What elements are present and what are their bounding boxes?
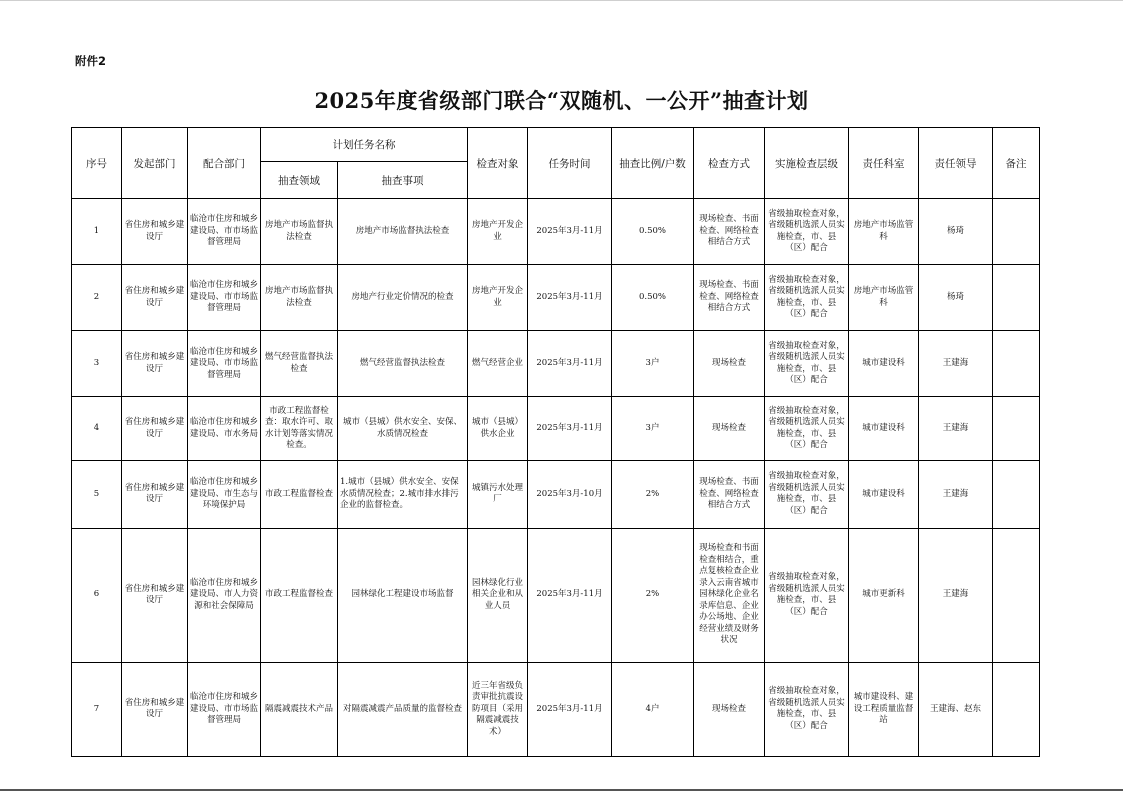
cell-field: 市政工程监督检查：取水许可、取水计划等落实情况检查。 (261, 397, 338, 461)
table-row (72, 331, 1040, 397)
cell-time: 2025年3月-11月 (528, 528, 612, 662)
cell-seq: 6 (72, 528, 122, 662)
cell-office: 城市建设科 (849, 397, 919, 461)
table-row (72, 528, 1040, 662)
inspection-plan-table (71, 127, 1040, 757)
header-ratio: 抽查比例/户数 (612, 128, 694, 199)
cell-remark (993, 662, 1040, 756)
cell-remark (993, 397, 1040, 461)
cell-initiator: 省住房和城乡建设厅 (122, 397, 188, 461)
cell-time: 2025年3月-11月 (528, 199, 612, 265)
cell-target: 近三年省级负责审批抗震设防项目（采用隔震减震技术） (468, 662, 528, 756)
cell-ratio: 0.50% (612, 265, 694, 331)
header-initiator: 发起部门 (122, 128, 188, 199)
cell-ratio: 3户 (612, 397, 694, 461)
header-seq: 序号 (72, 128, 122, 199)
cell-office: 城市建设科 (849, 331, 919, 397)
cell-leader: 王建海、赵东 (919, 662, 993, 756)
cell-remark (993, 461, 1040, 528)
header-level: 实施检查层级 (765, 128, 849, 199)
cell-item: 对隔震减震产品质量的监督检查 (338, 662, 468, 756)
cell-initiator: 省住房和城乡建设厅 (122, 461, 188, 528)
cell-ratio: 3户 (612, 331, 694, 397)
cell-cooperator: 临沧市住房和城乡建设局、市市场监督管理局 (188, 331, 261, 397)
cell-level: 省级抽取检查对象，省级随机选派人员实施检查，市、县（区）配合 (765, 331, 849, 397)
cell-item: 房地产市场监督执法检查 (338, 199, 468, 265)
cell-level: 省级抽取检查对象，省级随机选派人员实施检查，市、县（区）配合 (765, 461, 849, 528)
cell-leader: 王建海 (919, 397, 993, 461)
cell-cooperator: 临沧市住房和城乡建设局、市市场监督管理局 (188, 199, 261, 265)
cell-item: 燃气经营监督执法检查 (338, 331, 468, 397)
cell-level: 省级抽取检查对象，省级随机选派人员实施检查，市、县（区）配合 (765, 265, 849, 331)
cell-office: 房地产市场监管科 (849, 265, 919, 331)
table-row (72, 265, 1040, 331)
header-remark: 备注 (993, 128, 1040, 199)
cell-time: 2025年3月-11月 (528, 331, 612, 397)
cell-item: 1.城市（县城）供水安全、安保水质情况检查；2.城市排水排污企业的监督检查。 (338, 461, 468, 528)
cell-target: 园林绿化行业相关企业和从业人员 (468, 528, 528, 662)
header-field: 抽查领域 (261, 162, 338, 199)
cell-time: 2025年3月-11月 (528, 397, 612, 461)
cell-seq: 7 (72, 662, 122, 756)
cell-remark (993, 528, 1040, 662)
cell-leader: 王建海 (919, 331, 993, 397)
cell-cooperator: 临沧市住房和城乡建设局、市水务局 (188, 397, 261, 461)
header-method: 检查方式 (694, 128, 765, 199)
cell-level: 省级抽取检查对象，省级随机选派人员实施检查，市、县（区）配合 (765, 528, 849, 662)
cell-field: 燃气经营监督执法检查 (261, 331, 338, 397)
cell-target: 房地产开发企业 (468, 199, 528, 265)
cell-field: 市政工程监督检查 (261, 528, 338, 662)
cell-initiator: 省住房和城乡建设厅 (122, 528, 188, 662)
header-task-name: 计划任务名称 (261, 128, 468, 162)
header-office: 责任科室 (849, 128, 919, 199)
cell-item: 房地产行业定价情况的检查 (338, 265, 468, 331)
header-item: 抽查事项 (338, 162, 468, 199)
cell-cooperator: 临沧市住房和城乡建设局、市生态与环境保护局 (188, 461, 261, 528)
cell-level: 省级抽取检查对象，省级随机选派人员实施检查，市、县（区）配合 (765, 397, 849, 461)
cell-leader: 杨琦 (919, 265, 993, 331)
page-title: 2025年度省级部门联合“双随机、一公开”抽查计划 (314, 88, 809, 113)
cell-time: 2025年3月-11月 (528, 265, 612, 331)
header-target: 检查对象 (468, 128, 528, 199)
cell-field: 房地产市场监督执法检查 (261, 199, 338, 265)
cell-method: 现场检查 (694, 331, 765, 397)
cell-ratio: 0.50% (612, 199, 694, 265)
cell-method: 现场检查 (694, 662, 765, 756)
cell-target: 城镇污水处理厂 (468, 461, 528, 528)
header-cooperator: 配合部门 (188, 128, 261, 199)
cell-initiator: 省住房和城乡建设厅 (122, 331, 188, 397)
cell-level: 省级抽取检查对象，省级随机选派人员实施检查，市、县（区）配合 (765, 199, 849, 265)
cell-field: 隔震减震技术产品 (261, 662, 338, 756)
cell-ratio: 4户 (612, 662, 694, 756)
cell-cooperator: 临沧市住房和城乡建设局、市人力资源和社会保障局 (188, 528, 261, 662)
cell-method: 现场检查、书面检查、网络检查相结合方式 (694, 199, 765, 265)
cell-office: 城市更新科 (849, 528, 919, 662)
cell-item: 城市（县城）供水安全、安保、水质情况检查 (338, 397, 468, 461)
header-time: 任务时间 (528, 128, 612, 199)
cell-seq: 4 (72, 397, 122, 461)
attachment-label: 附件2 (75, 54, 107, 68)
cell-initiator: 省住房和城乡建设厅 (122, 199, 188, 265)
table-row (72, 199, 1040, 265)
cell-level: 省级抽取检查对象，省级随机选派人员实施检查，市、县（区）配合 (765, 662, 849, 756)
top-border-line (0, 0, 1123, 1)
cell-remark (993, 265, 1040, 331)
cell-office: 城市建设科 (849, 461, 919, 528)
cell-office: 城市建设科、建设工程质量监督站 (849, 662, 919, 756)
cell-item: 园林绿化工程建设市场监督 (338, 528, 468, 662)
cell-remark (993, 199, 1040, 265)
cell-leader: 王建海 (919, 461, 993, 528)
cell-method: 现场检查、书面检查、网络检查相结合方式 (694, 461, 765, 528)
table-row (72, 461, 1040, 528)
cell-leader: 杨琦 (919, 199, 993, 265)
cell-target: 燃气经营企业 (468, 331, 528, 397)
cell-ratio: 2% (612, 528, 694, 662)
cell-initiator: 省住房和城乡建设厅 (122, 662, 188, 756)
cell-time: 2025年3月-11月 (528, 662, 612, 756)
cell-seq: 1 (72, 199, 122, 265)
cell-method: 现场检查、书面检查、网络检查相结合方式 (694, 265, 765, 331)
cell-method: 现场检查和书面检查相结合，重点复核检查企业录入云南省城市园林绿化企业名录库信息、企业办公场地、企业经营业绩及财务状况 (694, 528, 765, 662)
cell-ratio: 2% (612, 461, 694, 528)
cell-office: 房地产市场监管科 (849, 199, 919, 265)
header-leader: 责任领导 (919, 128, 993, 199)
cell-target: 房地产开发企业 (468, 265, 528, 331)
cell-cooperator: 临沧市住房和城乡建设局、市市场监督管理局 (188, 662, 261, 756)
cell-cooperator: 临沧市住房和城乡建设局、市市场监督管理局 (188, 265, 261, 331)
bottom-border-line (0, 789, 1123, 791)
cell-leader: 王建海 (919, 528, 993, 662)
cell-time: 2025年3月-10月 (528, 461, 612, 528)
cell-target: 城市（县城）供水企业 (468, 397, 528, 461)
cell-initiator: 省住房和城乡建设厅 (122, 265, 188, 331)
table-row (72, 662, 1040, 756)
cell-seq: 3 (72, 331, 122, 397)
table-row (72, 397, 1040, 461)
cell-method: 现场检查 (694, 397, 765, 461)
cell-field: 市政工程监督检查 (261, 461, 338, 528)
cell-seq: 2 (72, 265, 122, 331)
cell-remark (993, 331, 1040, 397)
cell-seq: 5 (72, 461, 122, 528)
cell-field: 房地产市场监督执法检查 (261, 265, 338, 331)
